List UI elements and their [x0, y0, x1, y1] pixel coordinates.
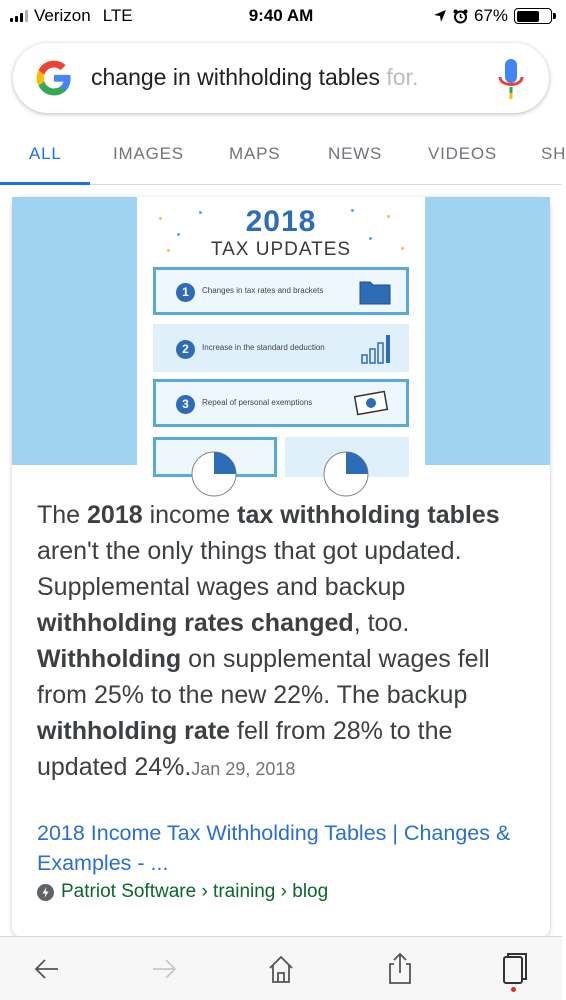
active-tab-indicator	[0, 182, 90, 185]
result-breadcrumb[interactable]	[37, 881, 328, 903]
tab-news[interactable]: NEWS	[328, 144, 383, 163]
search-tabs	[0, 125, 566, 185]
snippet-text-part: fell from 28% to the updated 24%.	[37, 717, 453, 781]
location-icon	[433, 9, 447, 23]
snippet-text-part: on supplemental wages fell from 25% to the new 22%. The backup	[37, 645, 490, 709]
snippet-bold-part: Withholding	[37, 645, 182, 673]
infographic-pie-panel	[285, 437, 409, 477]
share-icon[interactable]	[380, 949, 420, 989]
snippet-text-part: The	[37, 501, 88, 529]
snippet-bold-part: 2018	[87, 501, 143, 529]
item-number: 3	[176, 395, 195, 414]
alarm-icon	[453, 9, 468, 24]
snippet-text-part: , too.	[353, 609, 410, 637]
status-time: 9:40 AM	[248, 6, 314, 25]
pie-icon	[288, 440, 406, 474]
status-bar	[0, 0, 562, 32]
tabs-icon[interactable]	[494, 949, 534, 989]
featured-snippet-card	[12, 197, 550, 937]
money-icon	[352, 388, 392, 418]
carrier-name: Verizon	[34, 6, 91, 25]
battery-percent: 67%	[473, 6, 508, 25]
notification-dot	[511, 987, 516, 992]
folder-icon	[358, 276, 392, 306]
tax-updates-infographic[interactable]	[137, 197, 425, 465]
infographic-year: 2018	[245, 205, 317, 238]
network-type: LTE	[102, 6, 133, 25]
pie-icon	[156, 440, 274, 474]
item-number: 1	[176, 283, 195, 302]
tab-shopping[interactable]: SH	[541, 144, 566, 163]
search-query-faded: for.	[386, 64, 419, 90]
breadcrumb-text: Patriot Software › training › blog	[61, 881, 329, 902]
snippet-bold-part: tax withholding tables	[237, 501, 500, 529]
google-logo-icon[interactable]	[35, 59, 73, 97]
amp-lightning-icon	[37, 884, 54, 901]
browser-toolbar	[0, 936, 562, 1000]
snippet-image-area[interactable]	[12, 197, 550, 465]
home-icon[interactable]	[261, 949, 301, 989]
item-label: Repeal of personal exemptions	[202, 398, 313, 407]
tab-maps[interactable]: MAPS	[229, 144, 281, 163]
battery-icon	[514, 8, 552, 24]
infographic-pie-panel	[153, 437, 277, 477]
mic-icon[interactable]	[497, 57, 525, 101]
infographic-title: TAX UPDATES	[210, 239, 352, 260]
tab-images[interactable]: IMAGES	[113, 144, 184, 163]
infographic-item	[153, 267, 409, 315]
snippet-text	[37, 497, 527, 787]
snippet-bold-part: withholding rate	[37, 717, 231, 745]
item-label: Increase in the standard deduction	[202, 343, 325, 352]
tab-videos[interactable]: VIDEOS	[428, 144, 498, 163]
snippet-bold-part: withholding rates changed	[37, 609, 354, 637]
bar-chart-icon	[358, 333, 392, 365]
status-right	[433, 6, 552, 26]
snippet-text-part: aren't the only things that got updated. Supplemental wages and backup	[37, 537, 462, 601]
battery-fill	[517, 11, 539, 22]
item-number: 2	[176, 340, 195, 359]
search-input[interactable]	[91, 64, 471, 91]
infographic-item	[153, 379, 409, 427]
search-query: change in withholding tables	[91, 64, 387, 90]
snippet-date: Jan 29, 2018	[191, 759, 296, 779]
forward-icon[interactable]	[143, 949, 183, 989]
search-box[interactable]	[13, 43, 549, 113]
back-icon[interactable]	[28, 949, 68, 989]
tab-all[interactable]: ALL	[29, 144, 62, 163]
result-title-link[interactable]: 2018 Income Tax Withholding Tables | Changes & Examples - ...	[37, 821, 511, 875]
item-label: Changes in tax rates and brackets	[202, 286, 324, 295]
snippet-text-part: income	[142, 501, 238, 529]
infographic-item	[153, 324, 409, 372]
